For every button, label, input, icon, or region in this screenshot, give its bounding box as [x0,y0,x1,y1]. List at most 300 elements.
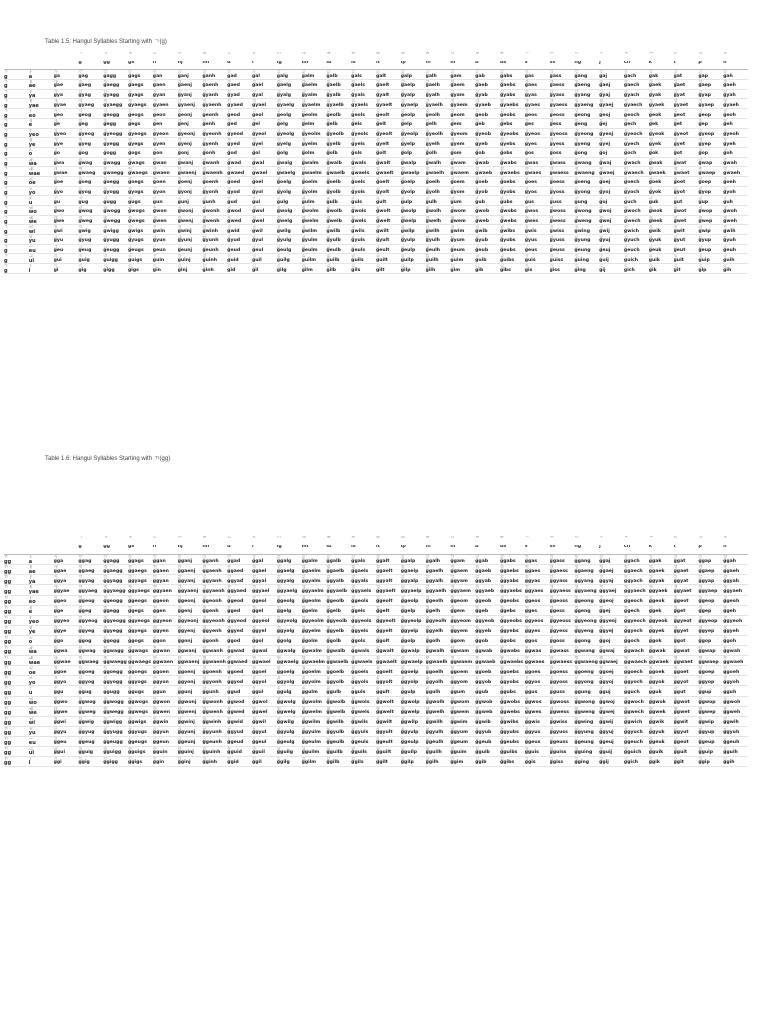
romanization-text: gwi [53,228,63,234]
syllable-cell [153,696,178,706]
hangul-text: 곲 [499,147,504,152]
hangul-text: 궶 [499,215,504,220]
hangul-text: 궊 [103,205,108,210]
romanization-text: ggyolm [301,679,321,685]
hangul-text: 꾷 [723,675,728,681]
syllable-cell [54,585,79,595]
romanization-text: ggul [251,689,264,695]
romanization-text: ggyon [152,679,169,685]
syllable-cell [550,686,575,696]
hangul-text: 껟 [227,605,232,610]
syllable-cell [500,128,525,138]
syllable-cell [103,666,128,676]
hangul-text: 깞 [499,554,504,560]
hangul-text: 글 [251,244,256,249]
syllable-cell [698,70,723,80]
romanization-text: ggyogg [103,679,123,685]
hangul-text: 뀿 [623,726,628,731]
hangul-text: 깮 [202,564,207,570]
romanization-text: ggib [475,760,487,766]
hangul-text: 겢 [599,118,604,123]
hangul-text: ㄲ [4,655,8,661]
final-jamo: ㅈ [599,52,604,56]
hangul-text: 꼳 [227,635,232,640]
syllable-cell [624,736,649,746]
syllable-cell [698,757,723,767]
corner-cell [29,52,54,61]
romanization-text: gwes [524,219,539,225]
romanization-text: ggaess [549,568,568,574]
syllable-cell [401,99,426,109]
syllable-cell [302,575,327,585]
syllable-cell [698,555,723,565]
romanization-text: ggwolm [301,699,322,705]
hangul-text: 걎 [599,89,604,94]
romanization-text: ggwalt [375,649,394,655]
romanization-text: gij [599,267,606,273]
hangul-text: 꾇 [227,665,232,671]
syllable-cell [326,605,351,615]
final-roman: j [599,545,624,555]
hangul-text: 귛 [723,224,728,230]
hangul-text: 꽍 [177,645,182,651]
hangul-text: 꽎 [202,645,207,651]
hangul-text: 굉 [574,176,579,181]
hangul-text: 깖 [301,554,306,560]
hangul-text: 갌 [351,69,356,75]
hangul-text: 굝 [375,186,380,191]
hangul-text: 꼡 [475,625,480,630]
romanization-text: gyog [78,190,92,196]
hangul-text: 꾲 [599,675,604,681]
syllable-cell [103,128,128,138]
hangul-text: 꾳 [623,675,628,681]
hangul-text: 끉 [177,736,182,741]
hangul-text: 귄 [152,224,157,230]
hangul-text: 긏 [623,244,628,249]
romanization-text: gelt [375,122,387,128]
hangul-text: 괇 [326,157,331,162]
syllable-cell [475,646,500,656]
romanization-text: gui [53,257,62,263]
hangul-text: ㅛ [28,186,33,191]
hangul-text: 끇 [127,736,132,741]
syllable-cell [376,118,401,128]
romanization-text: geols [351,112,366,118]
row-vowel [29,686,54,696]
romanization-text: gyugs [127,238,144,244]
syllable-cell [401,254,426,264]
hangul-text: 꽺 [599,655,604,661]
romanization-text: ggyanj [177,578,196,584]
hangul-text: 길 [251,263,256,269]
syllable-cell [574,244,599,254]
romanization-text: ggeolg [276,598,295,604]
hangul-text: 끍 [276,736,281,741]
romanization-text: ggwoh [723,699,741,705]
row-vowel [29,605,54,615]
romanization-text: gyad [227,93,240,99]
romanization-text: gwess [549,219,566,225]
hangul-text: 꼌 [648,615,653,620]
syllable-cell [227,206,252,216]
romanization-text: gwaed [227,170,245,176]
hangul-text: 곞 [698,137,703,143]
romanization-text: gang [574,73,588,79]
romanization-text: ggeogg [103,598,123,604]
romanization-text: gyo [53,190,64,196]
romanization-text: ggoelm [301,669,321,675]
romanization-text: gulh [425,199,437,205]
romanization-text: ggeulm [301,740,321,746]
hangul-text: 겲 [301,128,306,133]
syllable-cell [649,706,674,716]
hangul-text: 꿷 [227,706,232,711]
hangul-text: 괃 [227,157,232,162]
hangul-text: 규 [53,234,58,240]
syllable-cell [351,666,376,676]
row-initial [4,215,29,225]
hangul-text: 곯 [425,147,430,152]
syllable-cell [525,676,550,686]
syllable-cell [426,215,451,225]
syllable-cell [277,70,302,80]
hangul-text: 끛 [623,736,628,741]
romanization-text: ggaebs [499,568,519,574]
syllable-cell [376,625,401,635]
hangul-text: 뀰 [251,726,256,731]
syllable-cell [599,215,624,225]
syllable-cell [326,555,351,565]
syllable-cell [178,235,203,245]
hangul-text: 꼅 [475,615,480,620]
syllable-cell [599,686,624,696]
hangul-text: 긁 [276,244,281,249]
hangul-text: 경 [574,128,579,133]
syllable-cell [277,89,302,99]
romanization-text: ggaegs [127,568,147,574]
syllable-cell [624,80,649,90]
hangul-text: 꽇 [723,635,728,640]
romanization-text: gwalp [400,160,417,166]
hangul-text: 걹 [276,108,281,114]
syllable-cell [674,70,699,80]
hangul-text: 궟 [623,205,628,210]
romanization-text: geuls [351,248,366,254]
hangul-text: 갿 [227,89,232,94]
hangul-text: 괡 [276,166,281,172]
final-jamo: ㄿ [400,536,406,540]
hangul-text: 끏 [326,736,331,741]
syllable-cell [698,186,723,196]
syllable-cell [54,264,79,274]
syllable-cell [227,686,252,696]
hangul-text: 꿴 [152,706,157,711]
romanization-text: ggwaen [152,659,174,665]
syllable-cell [599,147,624,157]
syllable-cell [550,138,575,148]
hangul-text: 끶 [599,746,604,751]
syllable-cell [153,176,178,186]
syllable-cell [475,706,500,716]
syllable-cell [277,706,302,716]
romanization-text: goh [723,151,733,157]
syllable-cell [574,80,599,90]
row-vowel [29,215,54,225]
romanization-text: gyeogg [103,131,123,137]
romanization-text: ggyugg [103,730,123,736]
romanization-text: ggyaegs [127,588,150,594]
romanization-text: gwaes [524,170,542,176]
row-vowel [29,575,54,585]
final-jamo: ㄾ [375,536,381,540]
hangul-text: 겨 [53,128,58,133]
hangul-text: 궭 [276,215,281,220]
hangul-text: 껌 [450,595,455,600]
romanization-text: ggaelp [400,568,419,574]
syllable-cell [401,118,426,128]
syllable-cell [500,147,525,157]
hangul-text: 꼫 [723,625,728,630]
romanization-text: ggyulm [301,730,321,736]
hangul-text: 귌 [351,224,356,230]
romanization-text: ggoss [549,639,565,645]
romanization-text: ggael [251,568,267,574]
syllable-cell [550,196,575,206]
syllable-cell [500,264,525,274]
hangul-text: 끫 [326,746,331,751]
hangul-text: 뀦 [698,716,703,721]
romanization-text: ggeoj [599,598,614,604]
romanization-text: gwegg [103,219,121,225]
romanization-text: ggwig [78,720,95,726]
syllable-cell [252,118,277,128]
romanization-text: gg [4,598,12,605]
romanization-text: ggwen [152,709,170,715]
romanization-text: gyulm [301,238,318,244]
romanization-text: gwach [623,160,641,166]
row-initial [4,70,29,80]
romanization-text: ggyeolm [301,619,324,625]
romanization-text: gyaess [549,102,568,108]
hangul-text: 궸 [549,215,554,220]
romanization-text: gwot [673,209,687,215]
syllable-cell [723,595,748,605]
syllable-cell [178,625,203,635]
hangul-text: 곱 [475,147,480,152]
hangul-text: 꼟 [425,625,430,630]
syllable-cell [450,196,475,206]
romanization-text: gulb [326,199,338,205]
hangul-text: 굤 [549,186,554,191]
hangul-text: 깋 [723,263,728,269]
hangul-text: 귪 [400,234,405,240]
row-vowel [29,138,54,148]
romanization-text: gyol [251,190,263,196]
hangul-text: 갰 [549,79,554,85]
syllable-cell [426,167,451,177]
romanization-text: ggyaep [698,588,718,594]
syllable-cell [202,89,227,99]
romanization-text: ggyeobs [499,619,522,625]
hangul-text: 꿾 [400,706,405,711]
hangul-text: 갻 [127,89,132,94]
syllable-cell [351,676,376,686]
final-jamo: ㄳ [127,52,133,56]
hangul-text: 곑 [375,137,380,143]
syllable-cell [426,676,451,686]
syllable-cell [475,615,500,625]
hangul-text: 곳 [524,147,529,152]
row-vowel [29,235,54,245]
hangul-text: 깒 [202,554,207,560]
romanization-text: ggyas [524,578,541,584]
syllable-cell [450,206,475,216]
final-jamo: ㄱ [78,52,83,56]
syllable-cell [401,80,426,90]
romanization-text: geong [574,112,591,118]
hangul-text: 걔 [53,98,58,104]
hangul-text: 곖 [499,137,504,143]
romanization-text: gess [549,122,562,128]
romanization-text: gonh [202,151,216,157]
romanization-text: gwob [475,209,490,215]
hangul-text: 꺐 [351,574,356,580]
romanization-text: ggyeng [574,629,594,635]
hangul-text: 겦 [698,118,703,123]
final-roman: lm [302,545,327,555]
romanization-text: gobs [499,151,513,157]
romanization-text: ggim [450,760,464,766]
hangul-text: ㅣ [28,756,33,762]
syllable-cell [599,676,624,686]
romanization-text: guis [524,257,536,263]
syllable-cell [178,656,203,666]
syllable-cell [525,605,550,615]
syllable-cell [475,89,500,99]
romanization-text: ggwaeg [78,659,99,665]
syllable-cell [202,157,227,167]
syllable-cell [351,206,376,216]
syllable-cell [252,235,277,245]
syllable-cell [227,746,252,756]
romanization-text: gyabs [499,93,516,99]
romanization-text: ggup [698,689,712,695]
hangul-text: ㄱ [4,205,8,210]
syllable-cell [252,147,277,157]
hangul-text: 꼽 [475,635,480,640]
syllable-cell [500,109,525,119]
syllable-cell [624,696,649,706]
syllable-cell [78,696,103,706]
syllable-cell [674,746,699,756]
romanization-text: ggyunh [202,730,222,736]
syllable-cell [103,99,128,109]
final-consonant-header [4,52,748,61]
syllable-cell [376,244,401,254]
romanization-text: ggyach [623,578,643,584]
romanization-text: gyuss [549,238,565,244]
final-roman: nh [202,61,227,70]
syllable-cell [500,254,525,264]
romanization-text: gwis [524,228,537,234]
romanization-text: ggeuh [723,740,740,746]
romanization-text: geud [227,248,241,254]
hangul-text: 걽 [375,108,380,114]
hangul-text: 꺙 [574,574,579,580]
corner-cell [4,61,29,70]
syllable-cell [450,646,475,656]
hangul-text: 깕 [276,554,281,560]
hangul-text: ㄲ [4,716,8,721]
hangul-text: 껑 [574,595,579,600]
syllable-cell [78,89,103,99]
hangul-text: 궺 [599,215,604,220]
romanization-text: ggwap [698,649,716,655]
syllable-cell [178,99,203,109]
syllable-cell [54,696,79,706]
final-jamo: ㄱ [78,536,83,540]
syllable-cell [252,89,277,99]
romanization-text: ggui [53,750,66,756]
syllable-cell [54,109,79,119]
romanization-text: gguij [599,750,613,756]
hangul-text: 꼗 [227,625,232,630]
table-row [4,196,748,206]
hangul-text: 귢 [202,234,207,240]
hangul-text: 괄 [251,157,256,162]
hangul-text: 깽 [574,564,579,570]
syllable-cell [450,686,475,696]
romanization-text: ggyaech [623,588,646,594]
syllable-cell [599,635,624,645]
hangul-text: 꽵 [475,655,480,661]
romanization-text: geuj [599,248,611,254]
hangul-text: 긥 [475,253,480,259]
syllable-cell [401,555,426,565]
hangul-text: 걬 [648,98,653,104]
table-row [4,736,748,746]
romanization-text: ggwalb [326,649,346,655]
syllable-cell [302,109,327,119]
hangul-text: 겉 [673,108,678,114]
romanization-text: ggweng [574,709,595,715]
romanization-text: goelh [425,180,440,186]
hangul-text: 곥 [177,147,182,152]
hangul-text: 꼑 [78,625,83,630]
hangul-text: ㄱ [4,79,8,85]
hangul-text: 뀕 [276,716,281,721]
syllable-cell [426,235,451,245]
syllable-cell [574,746,599,756]
hangul-text: 곡 [78,147,83,152]
romanization-text: gg [4,740,12,747]
hangul-text: 뀼 [549,726,554,731]
romanization-text: ggwag [78,649,96,655]
row-vowel [29,157,54,167]
syllable-cell [277,635,302,645]
hangul-text: 겶 [400,128,405,133]
romanization-text: g [4,102,8,109]
romanization-text: gung [574,199,588,205]
final-roman: lm [302,61,327,70]
romanization-text: gwanj [177,160,194,166]
romanization-text: gaes [524,83,537,89]
hangul-text: 굨 [648,186,653,191]
romanization-text: ggyeoss [549,619,571,625]
syllable-cell [674,235,699,245]
syllable-cell [450,186,475,196]
